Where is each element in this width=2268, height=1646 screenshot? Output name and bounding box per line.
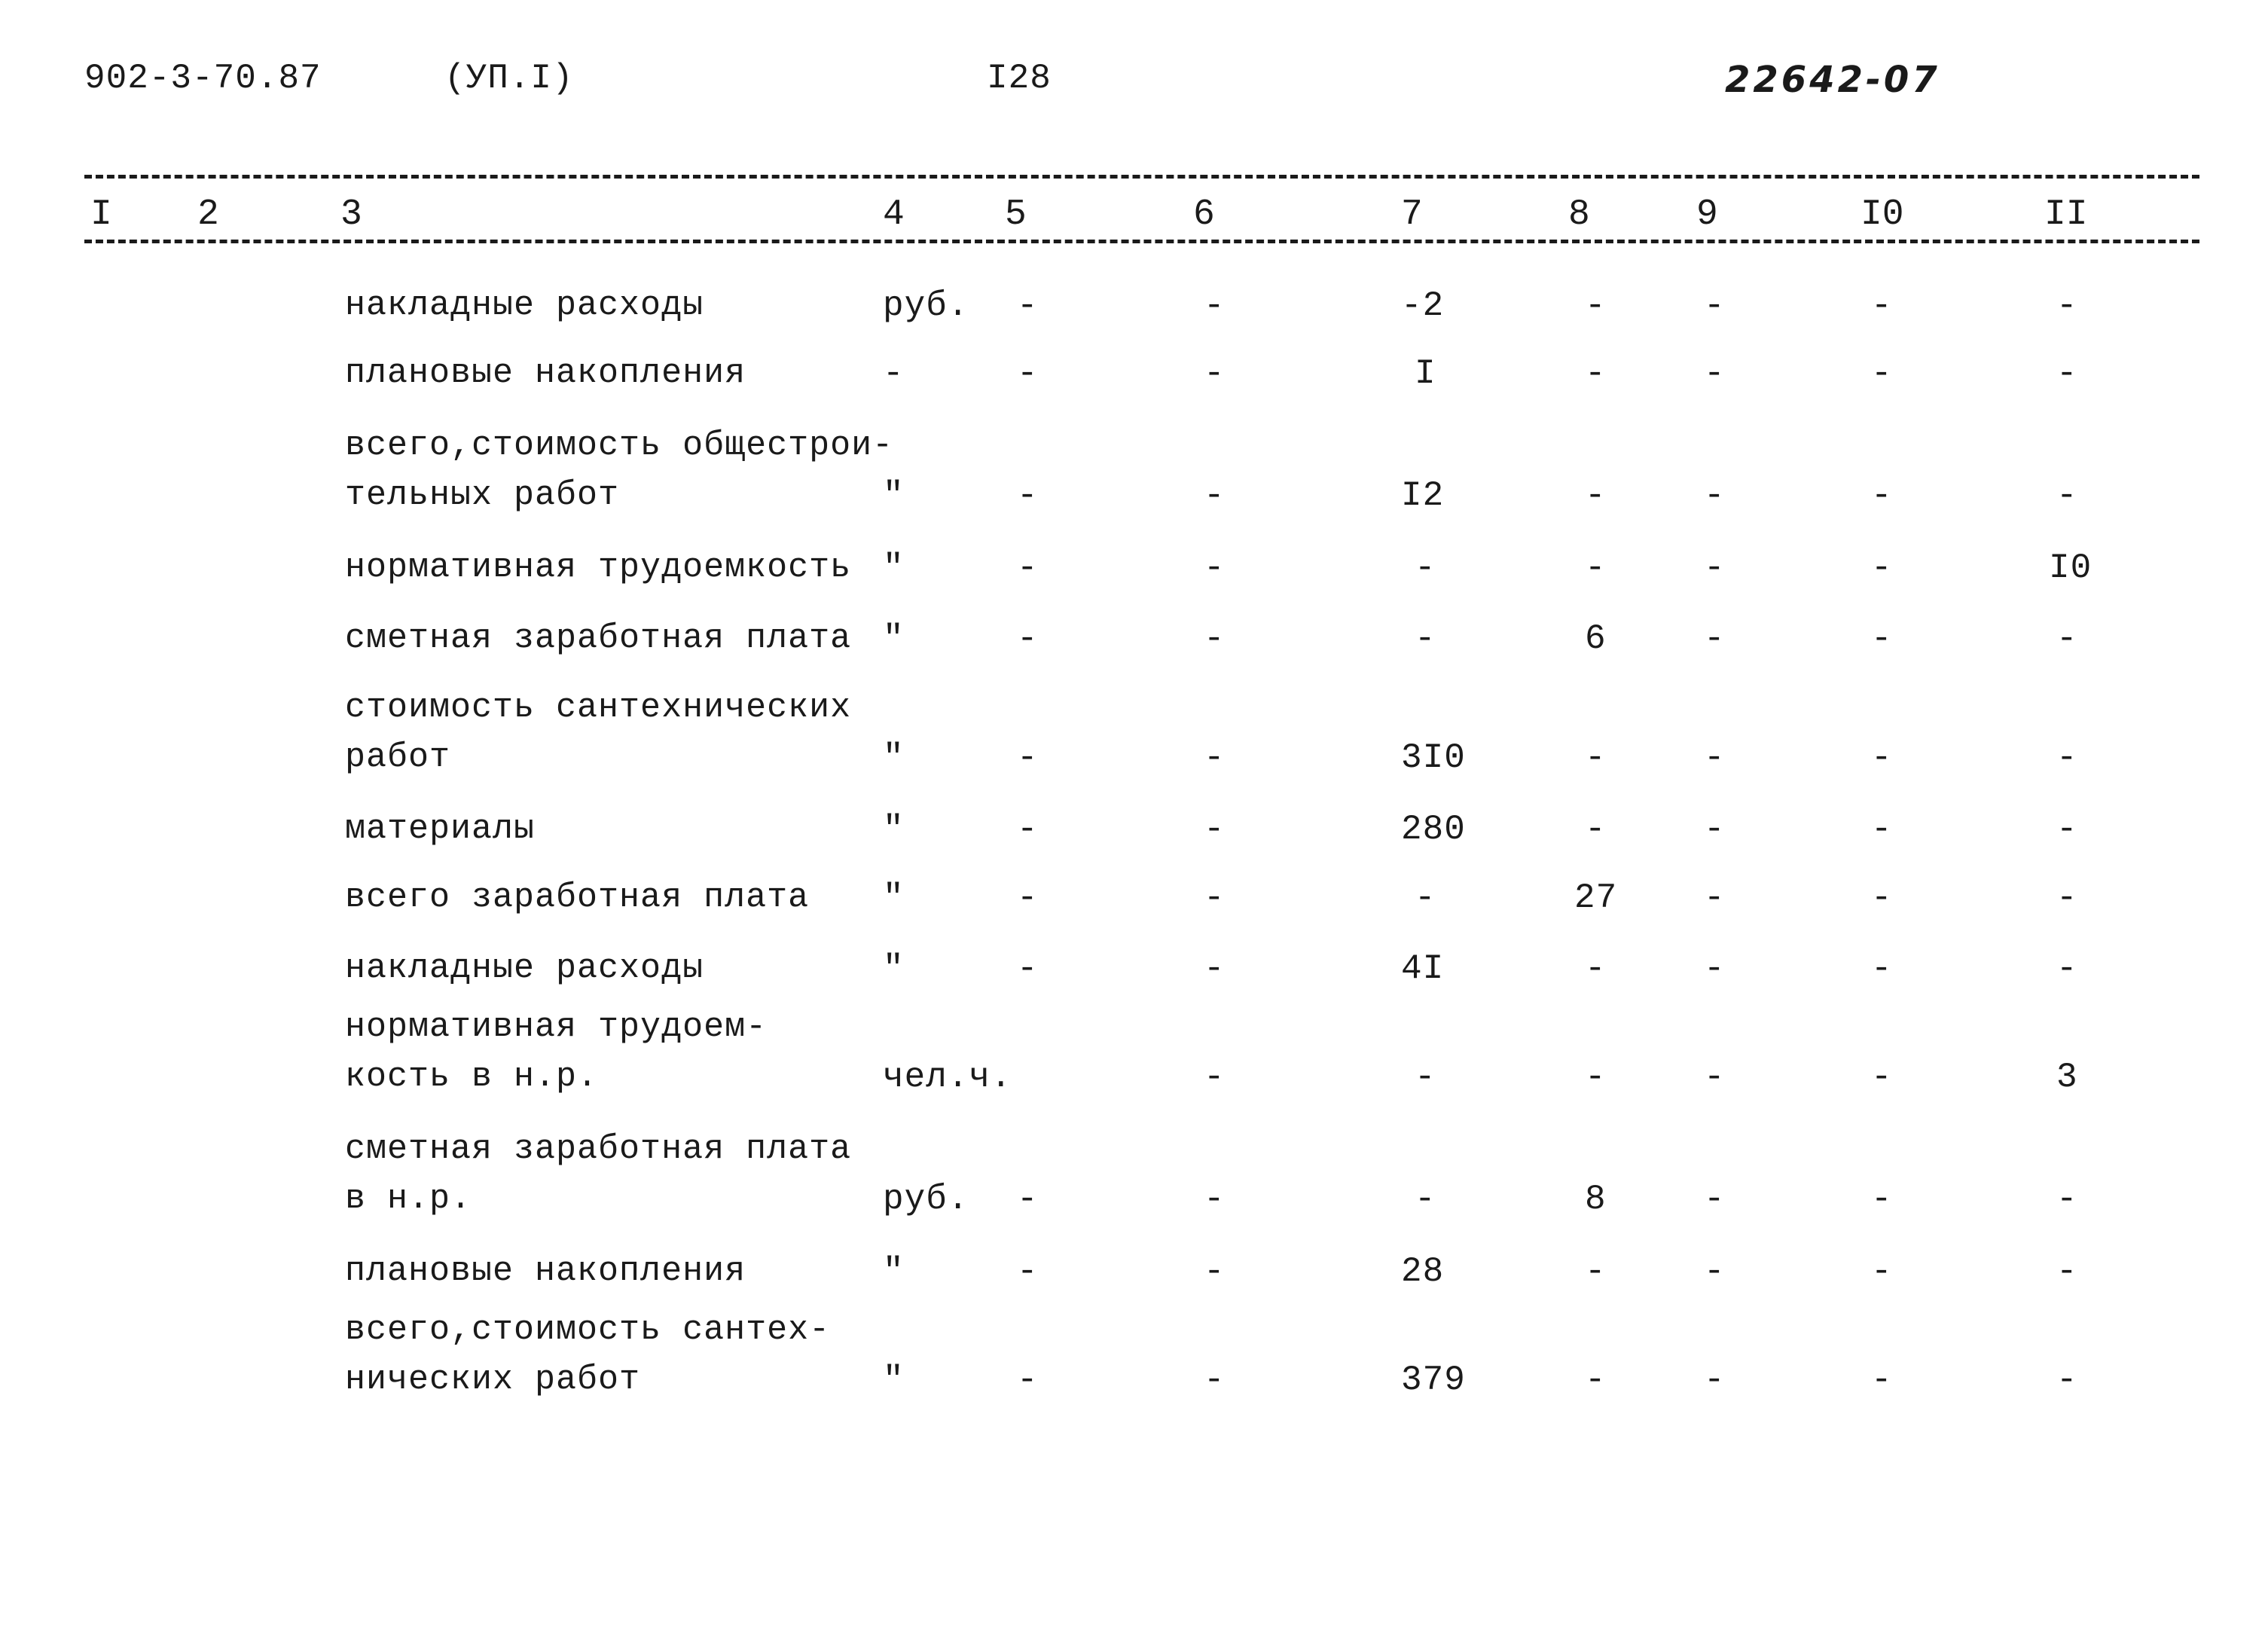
inventory-number: 22642-07 bbox=[1725, 59, 1940, 101]
cell-col-10: - bbox=[1871, 878, 1893, 918]
cell-col-7: 3I0 bbox=[1401, 738, 1466, 777]
cell-col-10: - bbox=[1871, 738, 1893, 777]
column-number-10: I0 bbox=[1860, 194, 1904, 235]
cell-col-4: " bbox=[883, 1360, 905, 1400]
cell-col-4: " bbox=[883, 738, 905, 777]
cell-col-11: - bbox=[2056, 949, 2078, 988]
row-description: сметная заработная плата bbox=[345, 619, 852, 658]
table-row bbox=[0, 689, 2268, 788]
cell-col-4: руб. bbox=[883, 1180, 969, 1219]
cell-col-7: - bbox=[1415, 1058, 1436, 1097]
row-description: материалы bbox=[345, 810, 536, 848]
cell-col-4: " bbox=[883, 619, 905, 658]
row-description: плановые накопления bbox=[345, 1252, 746, 1290]
table-row bbox=[0, 354, 2268, 404]
column-number-11: II bbox=[2044, 194, 2088, 235]
cell-col-6: - bbox=[1204, 878, 1226, 918]
cell-col-9: - bbox=[1704, 810, 1726, 849]
column-number-6: 6 bbox=[1193, 194, 1215, 235]
cell-col-8: 27 bbox=[1574, 878, 1618, 918]
cell-col-10: - bbox=[1871, 619, 1893, 658]
cell-col-9: - bbox=[1704, 548, 1726, 588]
table-row bbox=[0, 548, 2268, 598]
cell-col-11: - bbox=[2056, 286, 2078, 325]
cell-col-10: - bbox=[1871, 354, 1893, 393]
cell-col-11: I0 bbox=[2049, 548, 2092, 588]
cell-col-4: " bbox=[883, 949, 905, 988]
cell-col-10: - bbox=[1871, 1180, 1893, 1219]
cell-col-9: - bbox=[1704, 286, 1726, 325]
cell-col-5: - bbox=[1017, 286, 1039, 325]
cell-col-6: - bbox=[1204, 949, 1226, 988]
cell-col-6: - bbox=[1204, 1360, 1226, 1400]
cell-col-9: - bbox=[1704, 354, 1726, 393]
cell-col-9: - bbox=[1704, 738, 1726, 777]
table-row bbox=[0, 1008, 2268, 1107]
cell-col-6: - bbox=[1204, 1180, 1226, 1219]
row-description: кость в н.р. bbox=[345, 1058, 599, 1096]
cell-col-8: 8 bbox=[1585, 1180, 1607, 1219]
cell-col-7: - bbox=[1415, 548, 1436, 588]
cell-col-6: - bbox=[1204, 738, 1226, 777]
cell-col-4: руб. bbox=[883, 286, 969, 325]
cell-col-9: - bbox=[1704, 1180, 1726, 1219]
row-description: тельных работ bbox=[345, 476, 620, 515]
cell-col-9: - bbox=[1704, 476, 1726, 515]
column-number-3: 3 bbox=[340, 194, 362, 235]
cell-col-4: " bbox=[883, 548, 905, 588]
cell-col-9: - bbox=[1704, 1058, 1726, 1097]
column-number-2: 2 bbox=[197, 194, 219, 235]
row-description: накладные расходы bbox=[345, 949, 704, 988]
table-row bbox=[0, 286, 2268, 336]
table-row bbox=[0, 949, 2268, 999]
cell-col-5: - bbox=[1017, 878, 1039, 918]
cell-col-9: - bbox=[1704, 1252, 1726, 1291]
cell-col-6: - bbox=[1204, 354, 1226, 393]
table-row bbox=[0, 1130, 2268, 1229]
cell-col-6: - bbox=[1204, 476, 1226, 515]
cell-col-7: 28 bbox=[1401, 1252, 1445, 1291]
cell-col-10: - bbox=[1871, 1360, 1893, 1400]
cell-col-10: - bbox=[1871, 286, 1893, 325]
cell-col-4: " bbox=[883, 476, 905, 515]
cell-col-9: - bbox=[1704, 1360, 1726, 1400]
cell-col-8: - bbox=[1585, 286, 1607, 325]
table-row bbox=[0, 1311, 2268, 1410]
cell-col-10: - bbox=[1871, 1252, 1893, 1291]
row-description: всего,стоимость общестрои- bbox=[345, 426, 894, 465]
cell-col-11: - bbox=[2056, 738, 2078, 777]
row-description: работ bbox=[345, 738, 451, 777]
cell-col-8: - bbox=[1585, 1360, 1607, 1400]
cell-col-5: - bbox=[1017, 476, 1039, 515]
row-description: накладные расходы bbox=[345, 286, 704, 325]
cell-col-11: - bbox=[2056, 810, 2078, 849]
cell-col-5: - bbox=[1017, 619, 1039, 658]
row-description: нических работ bbox=[345, 1360, 641, 1399]
row-description: сметная заработная плата bbox=[345, 1130, 852, 1168]
table-row bbox=[0, 619, 2268, 669]
cell-col-5: - bbox=[1017, 1252, 1039, 1291]
cell-col-4: " bbox=[883, 1252, 905, 1291]
cell-col-8: - bbox=[1585, 738, 1607, 777]
cell-col-10: - bbox=[1871, 949, 1893, 988]
cell-col-5: - bbox=[1017, 1180, 1039, 1219]
column-number-5: 5 bbox=[1005, 194, 1027, 235]
table-row bbox=[0, 1252, 2268, 1302]
cell-col-11: - bbox=[2056, 619, 2078, 658]
cell-col-10: - bbox=[1871, 548, 1893, 588]
cell-col-11: - bbox=[2056, 1252, 2078, 1291]
cell-col-6: - bbox=[1204, 286, 1226, 325]
sheet-reference: (УП.I) bbox=[444, 59, 574, 98]
cell-col-10: - bbox=[1871, 810, 1893, 849]
row-description: плановые накопления bbox=[345, 354, 746, 392]
row-description: всего,стоимость сантех- bbox=[345, 1311, 831, 1349]
cell-col-4: - bbox=[883, 354, 905, 393]
cell-col-6: - bbox=[1204, 1252, 1226, 1291]
cell-col-8: - bbox=[1585, 810, 1607, 849]
cell-col-8: 6 bbox=[1585, 619, 1607, 658]
cell-col-7: 379 bbox=[1401, 1360, 1466, 1400]
column-number-8: 8 bbox=[1568, 194, 1590, 235]
cell-col-7: - bbox=[1415, 1180, 1436, 1219]
cell-col-8: - bbox=[1585, 548, 1607, 588]
cell-col-4: " bbox=[883, 810, 905, 849]
cell-col-6: - bbox=[1204, 548, 1226, 588]
cell-col-7: - bbox=[1415, 878, 1436, 918]
cell-col-5: - bbox=[1017, 738, 1039, 777]
cell-col-11: - bbox=[2056, 1360, 2078, 1400]
row-description: нормативная трудоемкость bbox=[345, 548, 852, 587]
cell-col-9: - bbox=[1704, 949, 1726, 988]
cell-col-9: - bbox=[1704, 619, 1726, 658]
cell-col-10: - bbox=[1871, 476, 1893, 515]
cell-col-6: - bbox=[1204, 810, 1226, 849]
cell-col-11: - bbox=[2056, 354, 2078, 393]
cell-col-7: 280 bbox=[1401, 810, 1466, 849]
cell-col-11: - bbox=[2056, 878, 2078, 918]
cell-col-8: - bbox=[1585, 1252, 1607, 1291]
row-description: нормативная трудоем- bbox=[345, 1008, 768, 1046]
cell-col-8: - bbox=[1585, 476, 1607, 515]
cell-col-5: - bbox=[1017, 548, 1039, 588]
cell-col-7: -2 bbox=[1401, 286, 1445, 325]
column-number-7: 7 bbox=[1401, 194, 1423, 235]
page-number: I28 bbox=[987, 59, 1052, 98]
cell-col-8: - bbox=[1585, 354, 1607, 393]
document-code: 902-3-70.87 bbox=[84, 59, 322, 98]
column-number-1: I bbox=[90, 194, 112, 235]
cell-col-5: - bbox=[1017, 1360, 1039, 1400]
cell-col-11: - bbox=[2056, 1180, 2078, 1219]
column-number-9: 9 bbox=[1696, 194, 1718, 235]
cell-col-5: - bbox=[1017, 949, 1039, 988]
column-number-4: 4 bbox=[883, 194, 905, 235]
cell-col-10: - bbox=[1871, 1058, 1893, 1097]
cell-col-9: - bbox=[1704, 878, 1726, 918]
cell-col-6: - bbox=[1204, 1058, 1226, 1097]
cell-col-7: 4I bbox=[1401, 949, 1445, 988]
cell-col-7: I bbox=[1415, 354, 1436, 393]
cell-col-7: - bbox=[1415, 619, 1436, 658]
row-description: стоимость сантехнических bbox=[345, 689, 852, 727]
row-description: в н.р. bbox=[345, 1180, 472, 1218]
cell-col-11: 3 bbox=[2056, 1058, 2078, 1097]
table-row bbox=[0, 426, 2268, 526]
cell-col-4: " bbox=[883, 878, 905, 918]
cell-col-8: - bbox=[1585, 949, 1607, 988]
cell-col-7: I2 bbox=[1401, 476, 1445, 515]
table-row bbox=[0, 810, 2268, 860]
cell-col-5: - bbox=[1017, 810, 1039, 849]
cell-col-4: чел.ч. bbox=[883, 1058, 1012, 1097]
row-description: всего заработная плата bbox=[345, 878, 810, 917]
cell-col-5: - bbox=[1017, 354, 1039, 393]
table-row bbox=[0, 878, 2268, 928]
cell-col-11: - bbox=[2056, 476, 2078, 515]
cell-col-8: - bbox=[1585, 1058, 1607, 1097]
cell-col-6: - bbox=[1204, 619, 1226, 658]
